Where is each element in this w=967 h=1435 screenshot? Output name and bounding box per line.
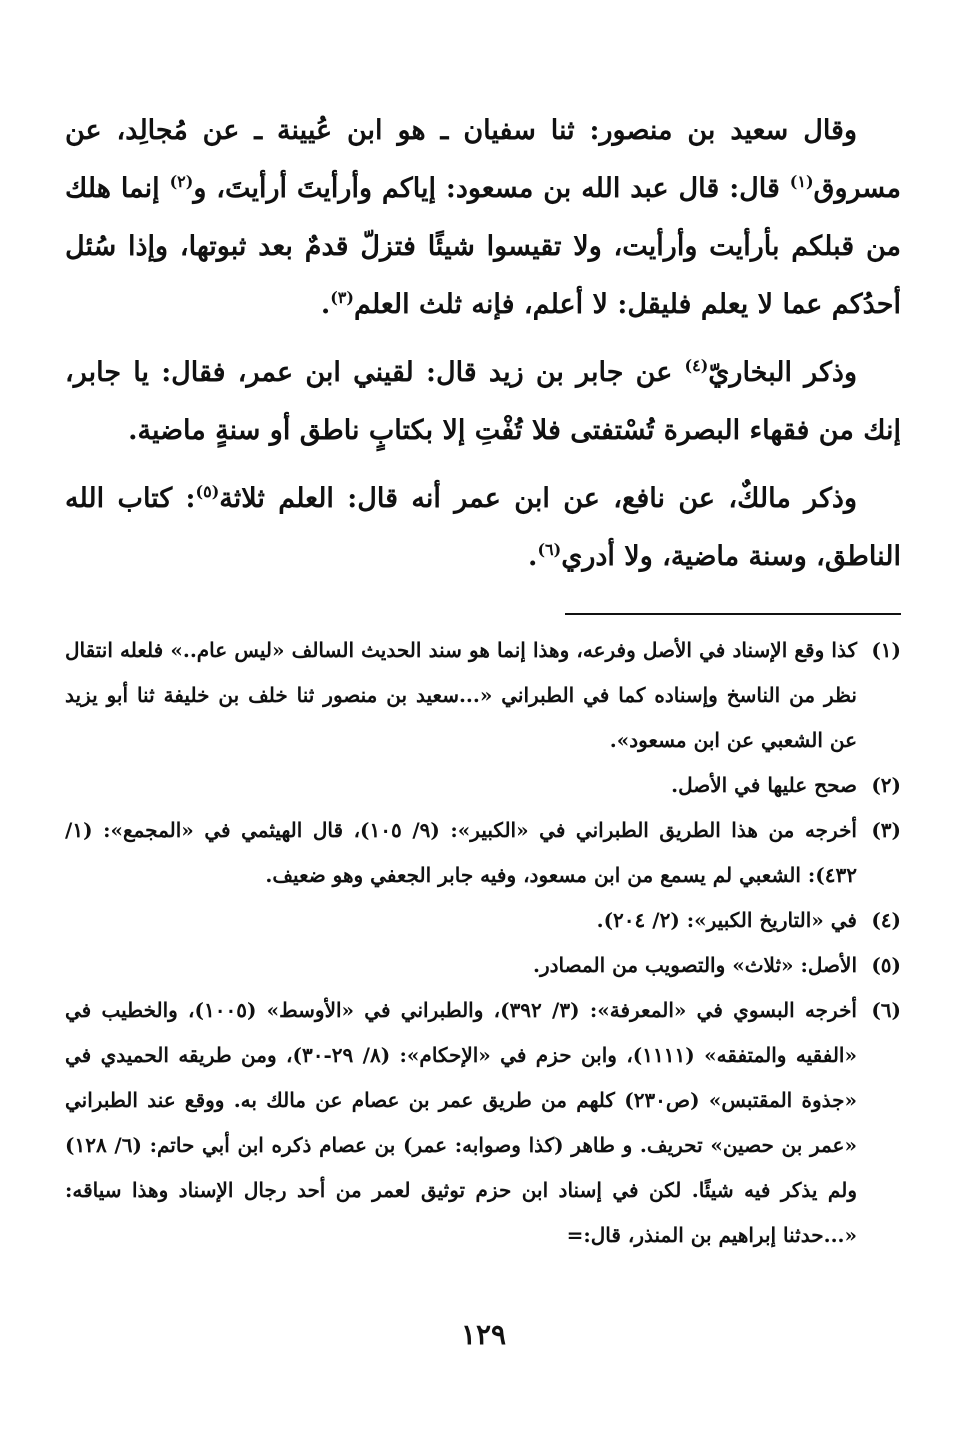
paragraph-3-text-1: وذكر مالكٌ، عن نافع، عن ابن عمر أنه قال: العلم ثلاثة — [219, 483, 857, 514]
footnote-2 — [65, 763, 901, 808]
paragraph-3 — [65, 470, 901, 586]
footnote-text — [65, 988, 857, 1258]
paragraph-2 — [65, 344, 901, 460]
continuation-mark: = — [566, 1223, 584, 1247]
footnote-number: (٤) — [871, 908, 901, 932]
footnote-number: (٦) — [871, 998, 901, 1022]
footnote-6-body: أخرجه البسوي في «المعرفة»: (٣/ ٣٩٢)، والطبراني في «الأوسط» (١٠٠٥)، والخطيب في «الفقيه والمتفقه» (١١١١)، وابن حزم في «الإحكام»: (٨/ ٢٩-٣٠)، ومن طريقه الحميدي في «جذوة المقتبس» (ص٢٣٠) كلهم من طريق عمر بن عصام عن مالك به. ووقع عند الطبراني «عمر بن حصين» تحريف. و طاهر (كذا وصوابه: عمر) بن عصام ذكره ابن أبي حاتم: (٦/ ١٢٨) ولم يذكر فيه شيئًا. لكن في إسناد ابن حزم توثيق لعمر من أحد رجال الإسناد وهذا سياقه: «...حدثنا إبراهيم بن المنذر، قال: — [65, 998, 858, 1247]
footnote-6 — [65, 988, 901, 1258]
paragraph-2-text-1: وذكر البخاريّ — [708, 357, 857, 388]
paragraph-3-text-3: . — [528, 541, 538, 572]
paragraph-3-text-2: : كتاب الله الناطق، وسنة ماضية، ولا أدري — [65, 483, 901, 572]
footnote-text: في «التاريخ الكبير»: (٢/ ٢٠٤). — [596, 908, 857, 932]
paragraph-1-text-1: وقال سعيد بن منصور: ثنا سفيان ـ هو ابن عُيينة ـ عن مُجالِد، عن مسروق — [65, 115, 901, 204]
page-number: ١٢٩ — [460, 1318, 507, 1351]
footnote-3 — [65, 808, 901, 898]
footnote-1 — [65, 628, 901, 763]
main-text — [65, 102, 901, 596]
paragraph-2-text-2: عن جابر بن زيد قال: لقيني ابن عمر، فقال: يا جابر، إنك من فقهاء البصرة تُسْتفتى فلا تُفْتِ إلا بكتابٍ ناطق أو سنةٍ ماضية. — [65, 357, 901, 446]
footnote-ref-3: (٣) — [330, 288, 354, 307]
footnote-text: كذا وقع الإسناد في الأصل وفرعه، وهذا إنما هو سند الحديث السالف «ليس عام..» فلعله انتقال نظر من الناسخ وإسناده كما في الطبراني «...سعيد بن منصور ثنا خلف بن خليفة ثنا أبو يزيد عن الشعبي عن ابن مسعود». — [65, 638, 858, 752]
footnotes — [65, 628, 901, 1258]
footnote-separator — [565, 613, 901, 615]
paragraph-1-text-2: قال: قال عبد الله بن مسعود: إياكم وأرأيتَ أرأيتَ، و — [193, 173, 790, 204]
footnote-text: صحح عليها في الأصل. — [671, 773, 857, 797]
footnote-ref-6: (٦) — [537, 540, 562, 559]
footnote-ref-2: (٢) — [169, 172, 194, 191]
footnote-number: (٢) — [871, 773, 901, 797]
paragraph-1 — [65, 102, 901, 334]
footnote-text: الأصل: «ثلاث» والتصويب من المصادر. — [533, 953, 857, 977]
footnote-ref-4: (٤) — [684, 356, 709, 375]
footnote-number: (٥) — [871, 953, 901, 977]
paragraph-1-text-3: إنما هلك من قبلكم بأرأيت وأرأيت، ولا تقيسوا شيئًا فتزلّ قدمٌ بعد ثبوتها، وإذا سُئل أحدُكم عما لا يعلم فليقل: لا أعلم، فإنه ثلث العلم — [65, 173, 901, 320]
footnote-number: (٣) — [871, 818, 901, 842]
footnote-ref-5: (٥) — [195, 482, 220, 501]
footnote-number: (١) — [871, 638, 901, 662]
footnote-4 — [65, 898, 901, 943]
footnote-5 — [65, 943, 901, 988]
footnote-text: أخرجه من هذا الطريق الطبراني في «الكبير»: (٩/ ١٠٥)، قال الهيثمي في «المجمع»: (١/ ٤٣٢): الشعبي لم يسمع من ابن مسعود، وفيه جابر الجعفي وهو ضعيف. — [65, 818, 857, 887]
paragraph-1-text-4: . — [320, 289, 331, 320]
footnote-ref-1: (١) — [789, 172, 814, 191]
